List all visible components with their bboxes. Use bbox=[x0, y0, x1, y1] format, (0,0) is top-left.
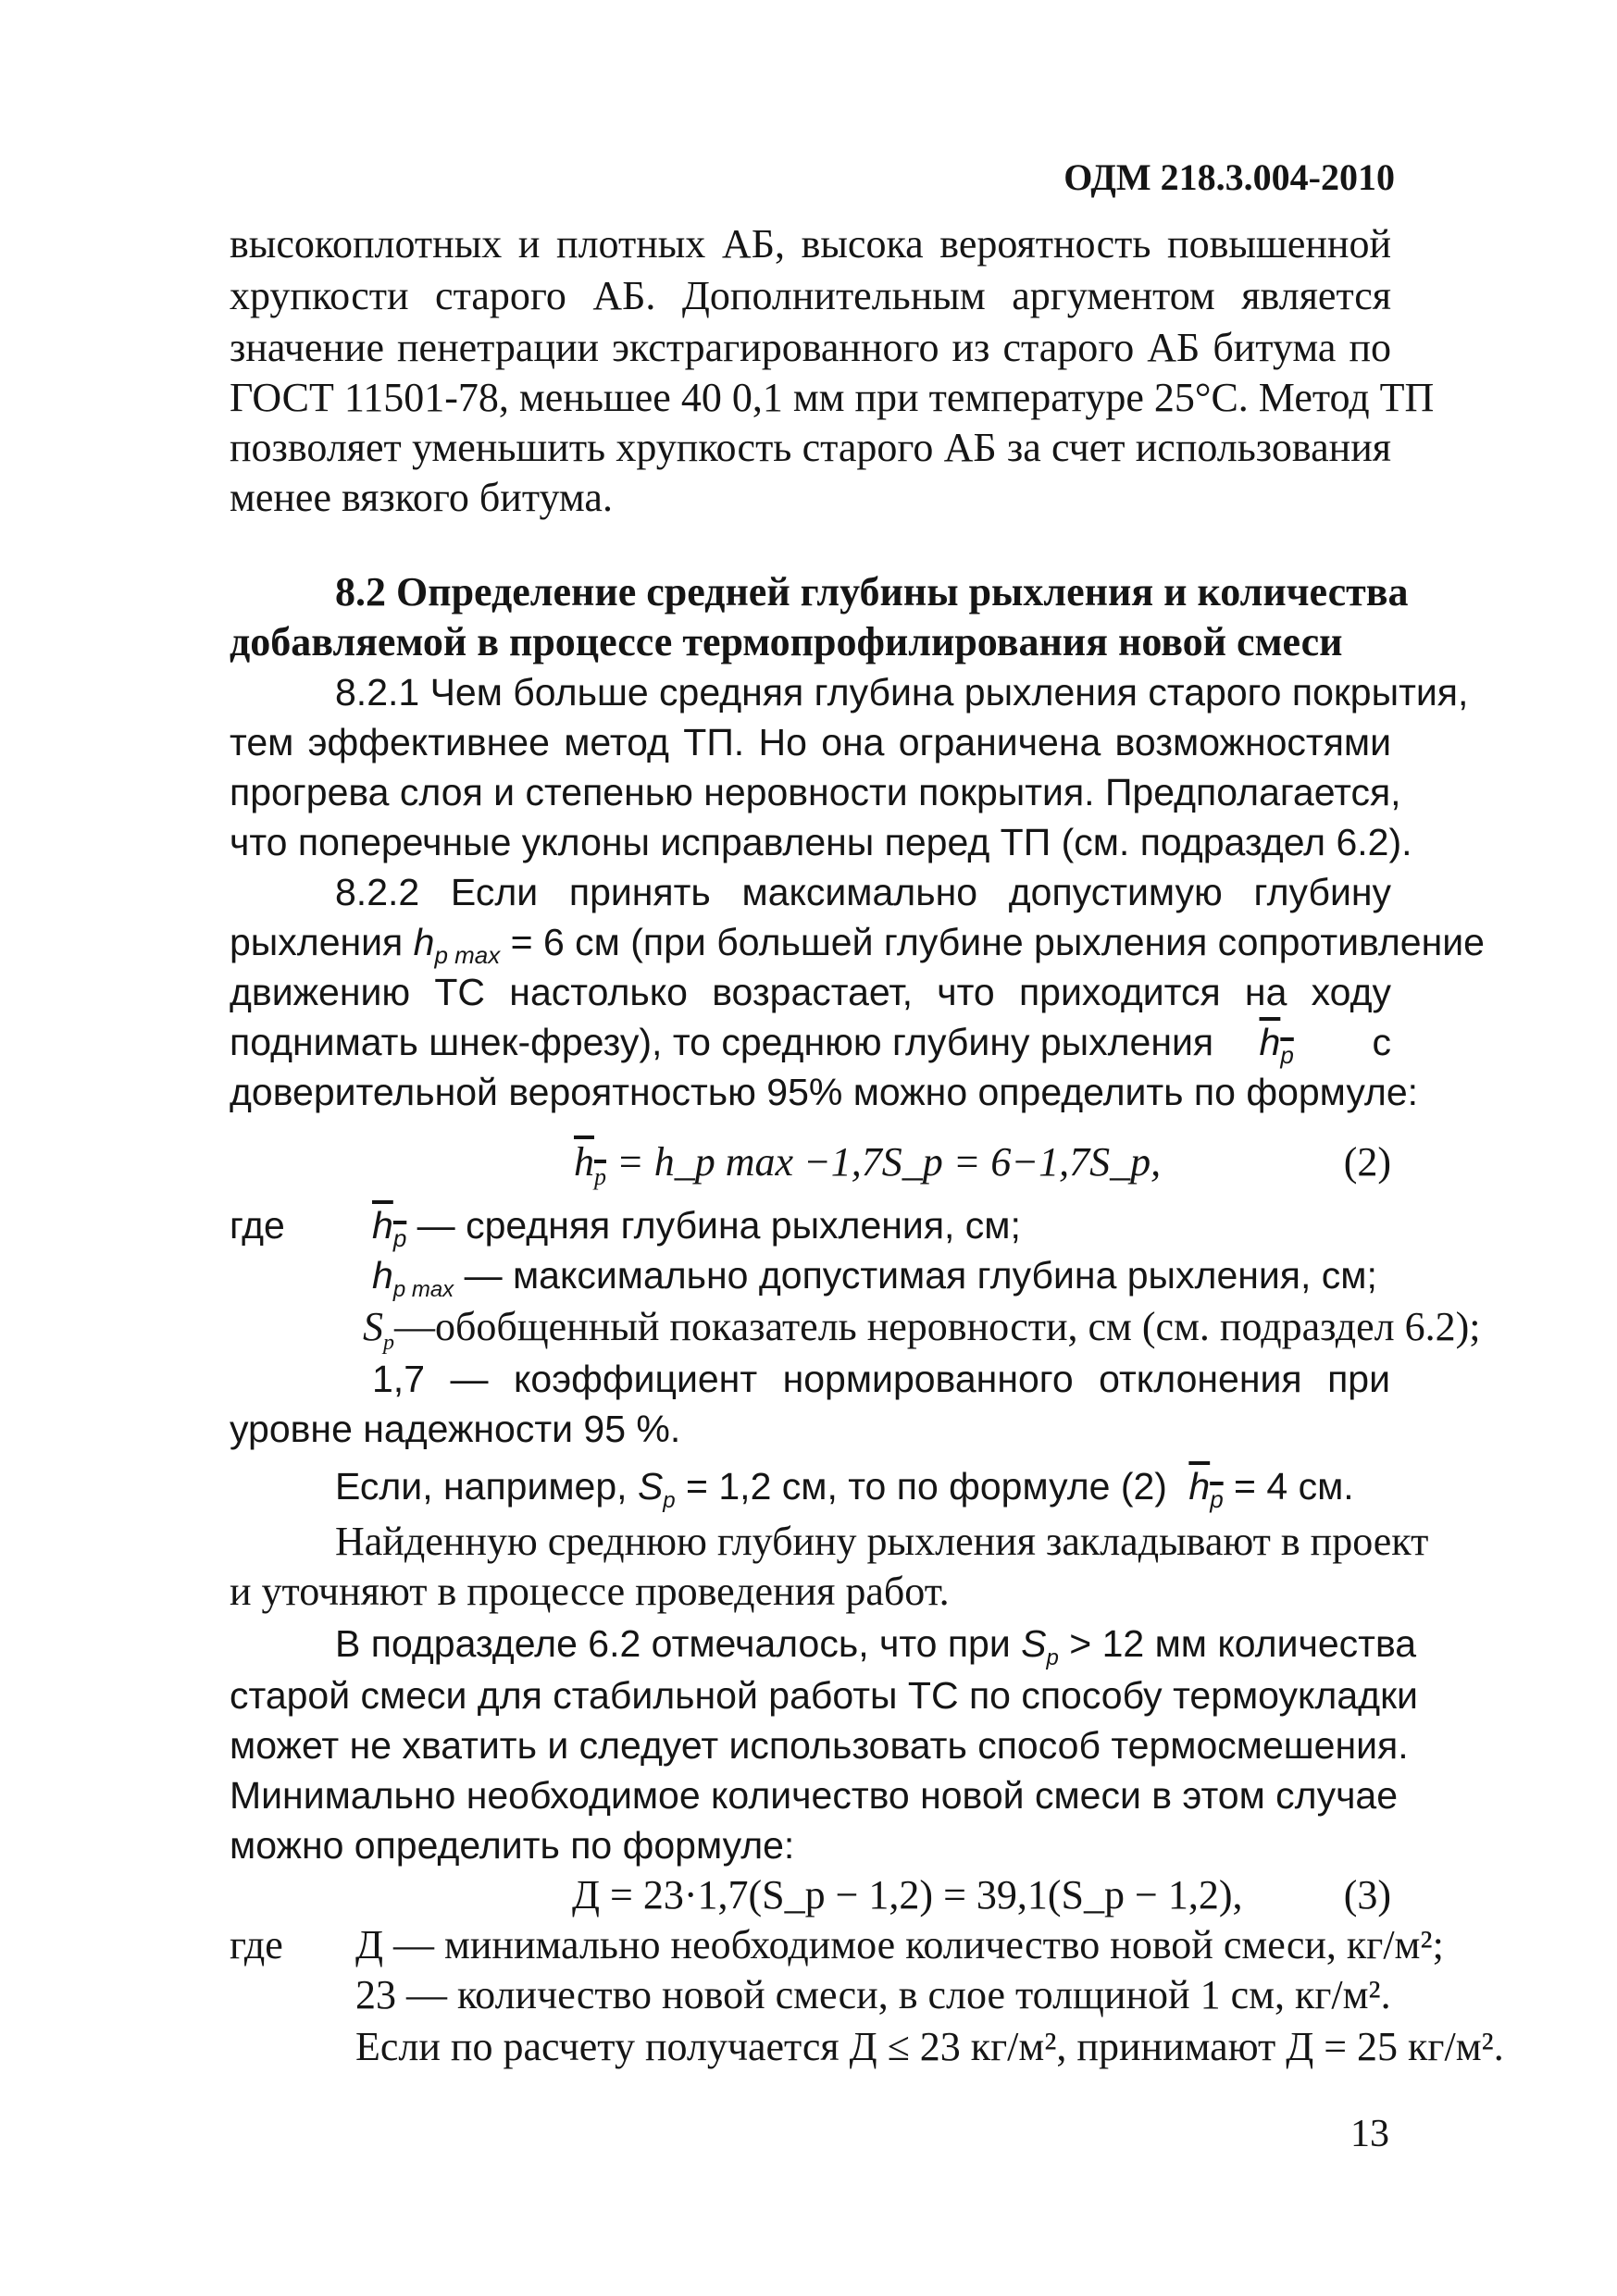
equation-number-2: (2) bbox=[1343, 1139, 1391, 1185]
formula-2 bbox=[574, 1138, 1161, 1201]
p821-line-2: тем эффективнее метод ТП. Но она ограничена возможностями bbox=[230, 721, 1391, 763]
found-line-1: Найденную среднюю глубину рыхления закладывают в проект bbox=[335, 1519, 1429, 1564]
def-h-p-text: — средняя глубина рыхления, см; bbox=[406, 1204, 1021, 1247]
def-h-p-symbol: $h_p$ bbox=[372, 1204, 407, 1253]
formula-2-lhs: $h_p$ bbox=[574, 1139, 606, 1190]
page-number: 13 bbox=[1350, 2113, 1389, 2155]
p822-line-5: доверительной вероятностью 95% можно определить по формуле: bbox=[230, 1071, 1419, 1113]
def-h-p-max-symbol: $h_{p max}$ bbox=[372, 1254, 454, 1303]
p821-line-4: что поперечные уклоны исправлены перед ТП (см. подраздел 6.2). bbox=[230, 821, 1412, 863]
intro-line-3: значение пенетрации экстрагированного из старого АБ битума по bbox=[230, 325, 1391, 370]
intro-line-6: менее вязкого битума. bbox=[230, 475, 613, 520]
formula-3: Д = 23·1,7(S_p − 1,2) = 39,1(S_p − 1,2), bbox=[572, 1872, 1243, 1917]
section-title-line-2: добавляемой в процессе термопрофилирования новой смеси bbox=[230, 619, 1343, 664]
intro-line-2: хрупкости старого АБ. Дополнительным аргументом является bbox=[230, 273, 1391, 318]
p821-line-1: 8.2.1 Чем больше средняя глубина рыхления старого покрытия, bbox=[335, 671, 1469, 714]
h-p-max-symbol: $h_{p max}$ bbox=[413, 921, 501, 970]
p62-line-1-end: > 12 мм количества bbox=[1058, 1622, 1417, 1665]
p822-line-1: 8.2.2 Если принять максимально допустимую глубину bbox=[335, 871, 1391, 913]
p822-line-4-text: поднимать шнек-фрезу), то среднюю глубину рыхления bbox=[230, 1021, 1214, 1063]
def-d-result: Если по расчету получается Д ≤ 23 кг/м², принимают Д = 25 кг/м². bbox=[355, 2024, 1504, 2069]
found-line-2: и уточняют в процессе проведения работ. bbox=[230, 1569, 950, 1614]
formula-2-rhs: = h_p max −1,7S_p = 6−1,7S_p, bbox=[616, 1139, 1162, 1185]
section-title-line-1: 8.2 Определение средней глубины рыхления и количества bbox=[335, 569, 1409, 614]
def-d: Д — минимально необходимое количество новой смеси, кг/м²; bbox=[355, 1922, 1444, 1967]
def-h-p-max-text: — максимально допустимая глубина рыхления, см; bbox=[464, 1254, 1377, 1297]
def-coefficient: 1,7 — коэффициент нормированного отклонения при bbox=[372, 1358, 1390, 1400]
p62-line-5: можно определить по формуле: bbox=[230, 1824, 795, 1867]
example-s-p-symbol: $S_p$ bbox=[637, 1465, 676, 1514]
h-p-bar-symbol: $h_p$ bbox=[1259, 1021, 1294, 1070]
p62-line-1-start: В подразделе 6.2 отмечалось, что при bbox=[335, 1622, 1011, 1665]
example-line bbox=[335, 1462, 1391, 1525]
def-s-p-symbol: $S_p$ bbox=[363, 1304, 394, 1355]
p822-line-2-end: = 6 см (при большей глубине рыхления сопротивление bbox=[500, 921, 1485, 963]
p62-s-p-symbol: $S_p$ bbox=[1021, 1622, 1059, 1671]
example-h-p-symbol: $h_p$ bbox=[1188, 1465, 1224, 1514]
p62-line-2: старой смеси для стабильной работы ТС по способу термоукладки bbox=[230, 1674, 1418, 1717]
p822-line-3: движению ТС настолько возрастает, что приходится на ходу bbox=[230, 971, 1391, 1013]
def-coefficient-cont: уровне надежности 95 %. bbox=[230, 1408, 681, 1450]
example-mid: = 1,2 см, то по формуле (2) bbox=[675, 1465, 1167, 1508]
def-s-p-text: —обобщенный показатель неровности, см (см. подраздел 6.2); bbox=[394, 1304, 1481, 1349]
where-label-1: где bbox=[230, 1204, 285, 1247]
where-label-2: где bbox=[230, 1922, 283, 1967]
intro-line-4: ГОСТ 11501-78, меньшее 40 0,1 мм при температуре 25°С. Метод ТП bbox=[230, 375, 1435, 420]
p822-line-2-start: рыхления bbox=[230, 921, 414, 963]
p62-line-4: Минимально необходимое количество новой смеси в этом случае bbox=[230, 1774, 1399, 1817]
example-end: = 4 см. bbox=[1223, 1465, 1354, 1508]
equation-number-3: (3) bbox=[1343, 1872, 1391, 1917]
p62-line-3: может не хватить и следует использовать способ термосмешения. bbox=[230, 1724, 1409, 1767]
intro-line-1: высокоплотных и плотных АБ, высока вероятность повышенной bbox=[230, 221, 1391, 267]
p822-line-4-end: с bbox=[1372, 1021, 1391, 1063]
intro-line-5: позволяет уменьшить хрупкость старого АБ за счет использования bbox=[230, 425, 1391, 470]
p821-line-3: прогрева слоя и степенью неровности покрытия. Предполагается, bbox=[230, 771, 1401, 813]
def-23: 23 — количество новой смеси, в слое толщиной 1 см, кг/м². bbox=[355, 1972, 1391, 2017]
example-start: Если, например, bbox=[335, 1465, 628, 1508]
document-code-header: ОДМ 218.3.004-2010 bbox=[1063, 156, 1395, 198]
